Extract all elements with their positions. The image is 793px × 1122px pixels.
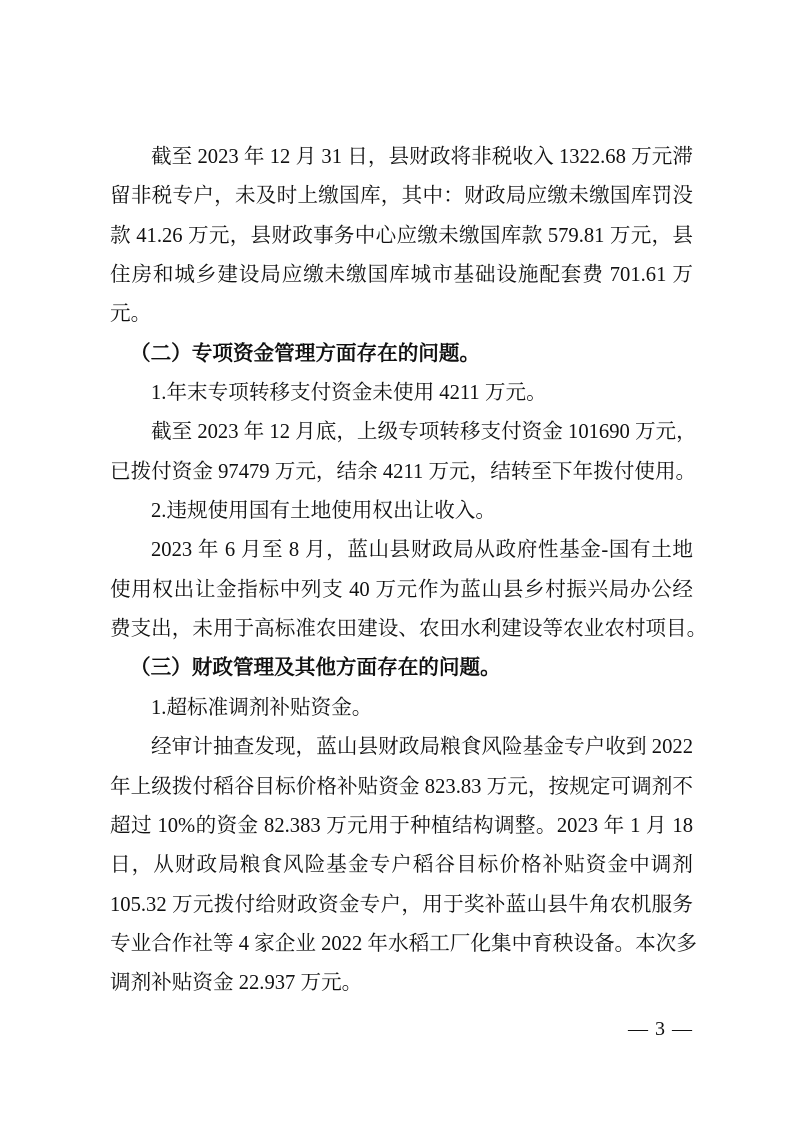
text-line: 105.32 万元拨付给财政资金专户，用于奖补蓝山县牛角农机服务 [110,893,693,916]
paragraph [110,138,693,335]
section-heading [110,649,693,688]
text-line: 费支出，未用于高标准农田建设、农田水利建设等农业农村项目。 [110,618,708,641]
text-line: 日，从财政局粮食风险基金专户稻谷目标价格补贴资金中调剂 [110,854,693,877]
text-line: 截至 2023 年 12 月底，上级专项转移支付资金 101690 万元， [151,421,697,444]
text-line: （三）财政管理及其他方面存在的问题。 [130,657,501,680]
text-line: 调剂补贴资金 22.937 万元。 [110,972,363,995]
subsection-title [110,492,693,531]
text-line: 已拨付资金 97479 万元，结余 4211 万元，结转至下年拨付使用。 [110,460,697,483]
text-line: 住房和城乡建设局应缴未缴国库城市基础设施配套费 701.61 万 [110,264,693,287]
text-line: 款 41.26 万元，县财政事务中心应缴未缴国库款 579.81 万元，县 [110,224,693,247]
text-line: 超过 10%的资金 82.383 万元用于种植结构调整。2023 年 1 月 18 [110,814,693,837]
text-line: 使用权出让金指标中列支 40 万元作为蓝山县乡村振兴局办公经 [110,578,693,601]
text-line: 1.超标准调剂补贴资金。 [151,696,373,719]
subsection-title [110,689,693,728]
text-line: 经审计抽查发现，蓝山县财政局粮食风险基金专户收到 2022 [151,736,693,759]
text-line: 年上级拨付稻谷目标价格补贴资金 823.83 万元，按规定可调剂不 [110,775,693,798]
subsection-title [110,374,693,413]
document-body [110,138,708,1004]
text-line: 1.年末专项转移支付资金未使用 4211 万元。 [151,382,547,405]
paragraph [110,728,697,1003]
text-line: 专业合作社等 4 家企业 2022 年水稻工厂化集中育秧设备。本次多 [110,932,697,955]
text-line: 元。 [110,303,152,326]
paragraph [110,531,708,649]
text-line: 留非税专户，未及时上缴国库，其中：财政局应缴未缴国库罚没 [110,185,693,208]
text-line: 2.违规使用国有土地使用权出让收入。 [151,500,496,523]
text-line: （二）专项资金管理方面存在的问题。 [130,342,481,365]
paragraph [110,413,697,492]
section-heading [110,335,693,374]
page-number: — 3 — [628,1018,693,1040]
text-line: 截至 2023 年 12 月 31 日，县财政将非税收入 1322.68 万元滞 [151,146,693,168]
text-line: 2023 年 6 月至 8 月，蓝山县财政局从政府性基金-国有土地 [151,539,693,562]
